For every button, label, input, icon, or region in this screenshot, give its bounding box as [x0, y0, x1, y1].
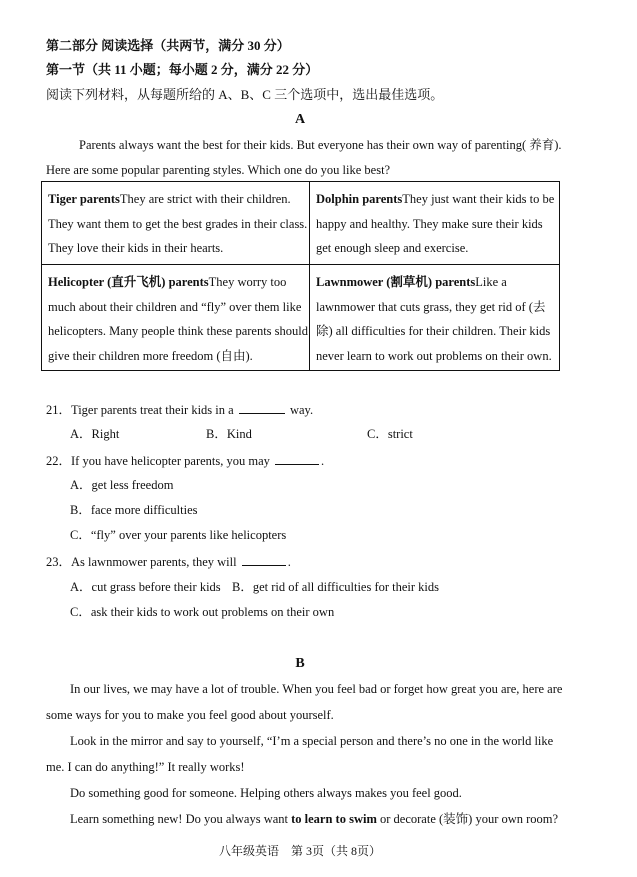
q22-answer-blank[interactable] [275, 452, 319, 465]
question-21 [46, 401, 313, 418]
section-instruction: 阅读下列材料，从每题所给的 A、B、C 三个选项中，选出最佳选项。 [46, 87, 444, 102]
helicopter-line-3: helicopters. Many people think these parents should [48, 324, 309, 338]
tiger-line-2: They want them to get the best grades in their class. [48, 216, 308, 231]
q23-option-c[interactable]: C．ask their kids to work out problems on their own [70, 605, 335, 619]
tiger-title: Tiger parents [48, 192, 120, 206]
passage-b-p4 [70, 811, 558, 827]
question-22 [46, 452, 324, 469]
q23-option-b[interactable]: B．get rid of all difficulties for their kids [232, 580, 440, 594]
lawnmower-title: Lawnmower (割草机) parents [316, 275, 476, 289]
passage-b-p1-line2: some ways for you to make you feel good about yourself. [46, 708, 334, 722]
passage-a-intro-1: Parents always want the best for their kids. But everyone has their own way of parenting( 养育). [79, 138, 562, 152]
table-divider-horizontal [42, 264, 559, 265]
helicopter-line-1: They worry too [208, 275, 287, 289]
passage-a-heading: A [294, 112, 306, 127]
q23-stem-after: . [287, 555, 291, 569]
passage-b-p2-line1: Look in the mirror and say to yourself, “I’m a special person and there’s no one in the world like [70, 734, 554, 748]
p4-before: Learn something new! Do you always want [70, 812, 288, 826]
table-cell-tiger [48, 187, 307, 261]
dolphin-line-1: They just want their kids to be [402, 192, 555, 206]
table-cell-helicopter [48, 270, 308, 368]
q21-stem-before: 21．Tiger parents treat their kids in a [46, 403, 234, 417]
q22-option-a[interactable]: A．get less freedom [70, 478, 174, 492]
passage-b-heading: B [295, 656, 305, 671]
question-23 [46, 553, 291, 570]
q21-answer-blank[interactable] [239, 401, 285, 414]
lawnmower-line-1: Like a [475, 275, 507, 289]
q23-stem-before: 23．As lawnmower parents, they will [46, 555, 237, 569]
dolphin-line-2: happy and healthy. They make sure their kids [316, 216, 543, 231]
passage-b-p1-line1: In our lives, we may have a lot of trouble. When you feel bad or forget how great you are, here are [70, 682, 563, 696]
parenting-styles-table [41, 181, 560, 371]
section-subtitle: 第一节（共 11 小题；每小题 2 分，满分 22 分） [46, 62, 319, 77]
p4-after: or decorate (装饰) your own room? [380, 812, 559, 826]
helicopter-line-2: much about their children and “fly” over them like [48, 299, 302, 314]
dolphin-line-3: get enough sleep and exercise. [316, 241, 469, 255]
q21-option-a[interactable]: A．Right [70, 427, 120, 441]
helicopter-title: Helicopter (直升飞机) parents [48, 275, 209, 289]
q22-stem-before: 22．If you have helicopter parents, you may [46, 454, 270, 468]
passage-b-p2-line2: me. I can do anything!” It really works! [46, 760, 245, 774]
q23-answer-blank[interactable] [242, 553, 286, 566]
q21-option-c[interactable]: C．strict [367, 427, 413, 441]
q22-option-c[interactable]: C．“fly” over your parents like helicopters [70, 528, 287, 542]
page-footer: 八年级英语 第 3页（共 8页） [218, 844, 381, 858]
q21-stem-after: way. [289, 403, 314, 417]
q21-option-b[interactable]: B．Kind [206, 427, 252, 441]
tiger-line-3: They love their kids in their hearts. [48, 241, 224, 255]
lawnmower-line-3: 除) all difficulties for their children. Their kids [316, 324, 551, 338]
table-divider-vertical [309, 182, 310, 370]
q22-stem-after: . [321, 454, 325, 468]
lawnmower-line-2: lawnmower that cuts grass, they get rid of (去 [316, 299, 546, 314]
tiger-line-1: They are strict with their children. [119, 192, 291, 206]
section-title: 第二部分 阅读选择（共两节，满分 30 分） [46, 38, 290, 53]
table-cell-lawnmower [316, 270, 552, 368]
passage-b-p3: Do something good for someone. Helping others always makes you feel good. [70, 786, 462, 800]
helicopter-line-4: give their children more freedom (自由). [48, 348, 253, 363]
table-cell-dolphin [316, 187, 554, 261]
p4-bold: to learn to swim [291, 812, 377, 826]
lawnmower-line-4: never learn to work out problems on their own. [316, 348, 552, 363]
q23-option-a[interactable]: A．cut grass before their kids [70, 580, 221, 594]
dolphin-title: Dolphin parents [316, 192, 403, 206]
q22-option-b[interactable]: B．face more difficulties [70, 503, 198, 517]
passage-a-intro-2: Here are some popular parenting styles. Which one do you like best? [46, 163, 391, 177]
